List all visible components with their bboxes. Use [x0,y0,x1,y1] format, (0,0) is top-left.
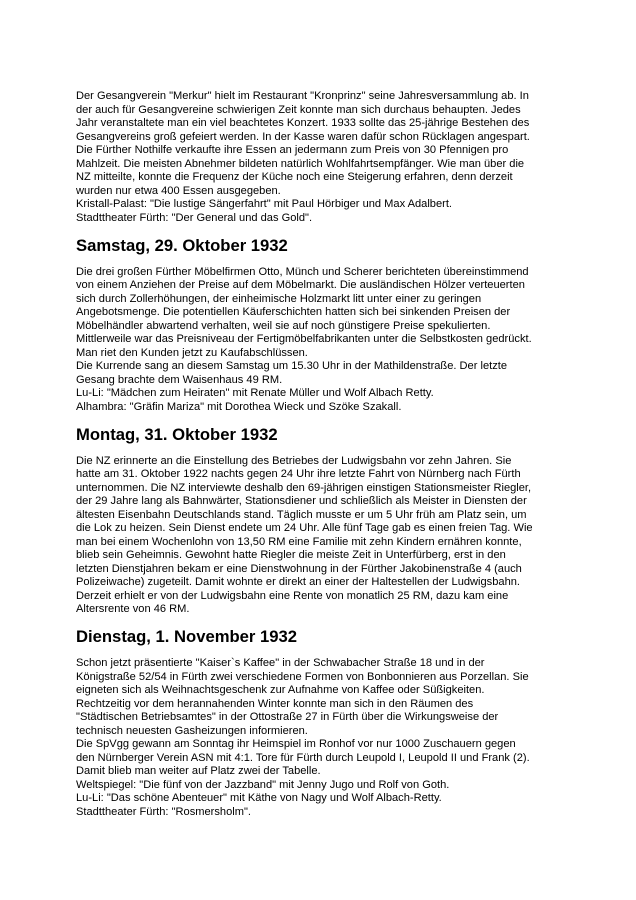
text-line: technisch neuesten Gasheizungen informieren. [76,724,308,737]
text-line: Stadttheater Fürth: "Rosmersholm". [76,805,251,818]
paragraph-ludwigsbahn [76,455,562,617]
text-line: die Lok zu heizen. Sein Dienst endete um 24 Uhr. Alle fünf Tage gab es einen freien Tag. Wie [76,522,533,534]
text-line: Schon jetzt präsentierte "Kaiser`s Kaffee" in der Schwabacher Straße 18 und in der [76,657,485,669]
text-line: NZ mitteilte, konnte die Frequenz der Küche noch eine Steigerung erfahren, denn derzeit [76,171,513,183]
text-line: Die Kurrende sang an diesem Samstag um 15.30 Uhr in der Mathildenstraße. Der letzte [76,360,508,372]
text-line: Kristall-Palast: "Die lustige Sängerfahrt" mit Paul Hörbiger und Max Adalbert. [76,198,452,210]
text-line: ältesten Eisenbahn Deutschlands stand. Täglich musste er um 5 Uhr früh am Platz sein, um [76,508,527,521]
text-line: Weltspiegel: "Die fünf von der Jazzband" mit Jenny Jugo und Rolf von Goth. [76,778,450,791]
date-heading-dienstag: Dienstag, 1. November 1932 [76,627,298,646]
text-line: Mahlzeit. Die meisten Abnehmer bildeten natürlich Wohlfahrtsempfänger. Wie man über die [76,157,525,170]
date-heading-samstag: Samstag, 29. Oktober 1932 [76,235,288,255]
text-line: Die SpVgg gewann am Sonntag ihr Heimspiel im Ronhof vor nur 1000 Zuschauern gegen [76,738,516,750]
text-line: Die Fürther Nothilfe verkaufte ihre Essen an jedermann zum Preis von 30 Pfennigen pro [76,144,509,156]
text-line: Jahr veranstaltete man ein viel beachtetes Konzert. 1933 sollte das 25-jährige Bestehen des [76,117,530,129]
text-line: Gesangvereins groß gefeiert werden. In der Kasse waren dafür schon Rücklagen angespart. [76,130,530,143]
document-page [76,90,562,819]
text-line: Man riet den Kunden jetzt zu Kaufabschlüssen. [76,346,308,359]
text-line: Lu-Li: "Das schöne Abenteuer" mit Käthe von Nagy und Wolf Albach-Retty. [76,792,442,804]
date-heading-montag: Montag, 31. Oktober 1932 [76,424,278,444]
text-line: blieb sein Geheimnis. Gewohnt hatte Riegler die meiste Zeit in Unterfürberg, erst in den [76,549,506,561]
text-line: Altersrente von 46 RM. [76,603,190,615]
text-line: man bei einem Wochenlohn von 13,50 RM eine Familie mit zehn Kindern ernähren konnte, [76,535,522,548]
paragraph-kaiser-kaffee [76,657,562,819]
text-line: Rechtzeitig vor dem herannahenden Winter konnte man sich in den Räumen des [76,697,474,710]
text-line: Derzeit erhielt er von der Ludwigsbahn eine Rente von monatlich 25 RM, dazu kam eine [76,589,509,602]
text-line: Der Gesangverein "Merkur" hielt im Restaurant "Kronprinz" seine Jahresversammlung ab. In [76,90,529,102]
text-line: Gesang brachte dem Waisenhaus 49 RM. [76,373,283,386]
text-line: "Städtischen Betriebsamtes" in der Ottostraße 27 in Fürth über die Wirkungsweise der [76,711,499,723]
text-line: Angebotsmenge. Die potentiellen Käuferschichten hatten sich bei sinkenden Preisen der [76,306,511,318]
text-line: der 29 Jahre lang als Bahnwärter, Stationsdiener und schließlich als Meister in Diensten der [76,495,527,507]
text-line: Die drei großen Fürther Möbelfirmen Otto, Münch und Scherer berichteten übereinstimmend [76,265,529,278]
text-line: letzten Dienstjahren bekam er eine Dienstwohnung in der Fürther Jakobinenstraße 4 (auch [76,562,522,575]
text-line: Alhambra: "Gräfin Mariza" mit Dorothea Wieck und Szöke Szakall. [76,400,402,413]
text-line: Stadttheater Fürth: "Der General und das Gold". [76,211,313,224]
text-line: Königstraße 52/54 in Fürth zwei verschiedene Formen von Bonbonnieren aus Porzellan. Sie [76,670,529,683]
text-line: den Nürnberger Verein ASN mit 4:1. Tore für Fürth durch Leupold I, Leupold II und Frank (2). [76,751,530,764]
text-line: der auch für Gesangvereine schwierigen Zeit konnte man sich durchaus behaupten. Jedes [76,103,521,116]
text-line: eigneten sich als Weihnachtsgeschenk zur Aufnahme von Kaffee oder Süßigkeiten. [76,684,485,696]
text-line: unternommen. Die NZ interviewte deshalb den 69-jährigen einstigen Stationsmeister Riegler, [76,481,532,494]
text-line: sich durch Zollerhöhungen, der einheimische Holzmarkt litt unter einer zu geringen [76,292,482,305]
text-line: Polizeiwache) zugeteilt. Damit wohnte er direkt an einer der Haltestellen der Ludwigsbahn. [76,576,520,588]
text-line: von einem Anziehen der Preise auf dem Möbelmarkt. Die ausländischen Hölzer verteuerten [76,279,525,291]
text-line: Damit blieb man weiter auf Platz zwei der Tabelle. [76,765,321,777]
text-line: wurden nur etwa 400 Essen ausgegeben. [76,184,281,197]
paragraph-moebelmarkt [76,266,562,415]
text-line: hatte am 31. Oktober 1922 nachts gegen 24 Uhr ihre letzte Fahrt von Nürnberg nach Fürth [76,468,521,480]
text-line: Mittlerweile war das Preisniveau der Fertigmöbelfabrikanten unter die Selbstkosten gedrückt. [76,333,532,345]
text-line: Möbelhändler abwartend verhalten, weil sie auf noch günstigere Preise spekulierten. [76,319,491,332]
paragraph-merkur-nothilfe [76,90,562,225]
text-line: Lu-Li: "Mädchen zum Heiraten" mit Renate Müller und Wolf Albach Retty. [76,387,434,399]
text-line: Die NZ erinnerte an die Einstellung des Betriebes der Ludwigsbahn vor zehn Jahren. Sie [76,454,512,467]
